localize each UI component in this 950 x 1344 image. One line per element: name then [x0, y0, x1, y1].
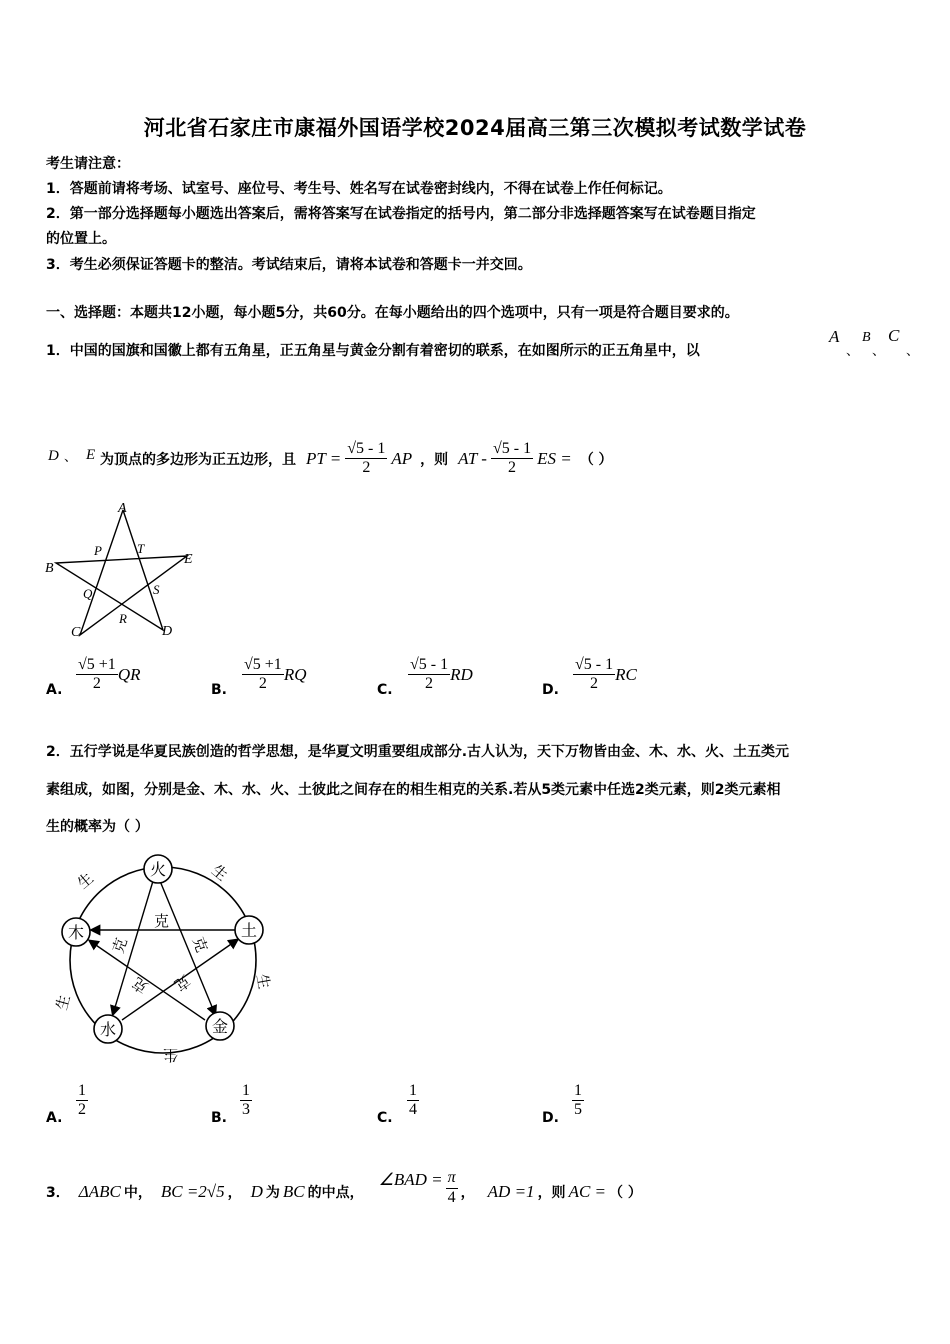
notice-item-1: 1．答题前请将考场、试室号、座位号、考生号、姓名写在试卷密封线内，不得在试卷上作任何标记。: [46, 181, 672, 197]
q2-option-b-num: 1: [240, 1082, 252, 1101]
sheng-label-4: 生: [162, 1046, 178, 1062]
q2-line-3: 生的概率为（ ）: [46, 819, 149, 835]
q2-option-d-letter[interactable]: D.: [542, 1110, 559, 1126]
q1-eq1-lhs: PT =: [306, 448, 342, 468]
sheng-label-3: 生: [252, 972, 272, 991]
q1-option-c-vec: RD: [450, 664, 473, 684]
q1-condition: [100, 440, 613, 478]
q1-eq2-frac: [491, 440, 533, 478]
q1-var-d: D: [48, 448, 59, 464]
q3-t6: ，则: [537, 1185, 566, 1201]
q3-triangle: ΔABC: [78, 1182, 121, 1201]
notice-heading: 考生请注意：: [46, 156, 130, 172]
q1-option-a[interactable]: [76, 656, 140, 694]
q1-option-d[interactable]: [573, 656, 637, 694]
q2-line-2: 素组成，如图，分别是金、木、水、火、土彼此之间存在的相生相克的关系.若从5类元素中任选2类元素，则2类元素相: [46, 782, 781, 798]
q1-text-c: ，则: [420, 451, 449, 468]
q1-option-a-vec: QR: [117, 664, 141, 684]
q1-eq1-rhs: AP: [391, 448, 413, 468]
q1-sep-4: 、: [64, 450, 78, 465]
notice-item-2-cont: 的位置上。: [46, 231, 116, 247]
q2-option-a-den: 2: [78, 1101, 86, 1119]
notice-item-2: 2．第一部分选择题每小题选出答案后，需将答案写在试卷指定的括号内，第二部分非选择题答案写在试卷题目指定: [46, 206, 756, 222]
svg-text:火: 火: [149, 862, 167, 879]
section-heading: 一、选择题：本题共12小题，每小题5分，共60分。在每小题给出的四个选项中，只有一项是符合题目要求的。: [46, 305, 739, 321]
element-wood: [62, 918, 90, 946]
q1-option-d-vec: RC: [615, 664, 637, 684]
q1-option-c[interactable]: [408, 656, 473, 694]
svg-text:木: 木: [67, 925, 85, 942]
element-water: [94, 1015, 122, 1043]
q2-option-b-den: 3: [242, 1101, 250, 1119]
q1-sep-1: 、: [846, 344, 860, 359]
q3-t5: ，: [460, 1185, 475, 1201]
q1-blank: （ ）: [579, 451, 613, 468]
q2-option-c[interactable]: [407, 1082, 419, 1120]
q1-eq2-lhs: AT -: [458, 448, 487, 468]
q1-option-d-den: 2: [590, 675, 599, 693]
q3-angle-frac: [446, 1169, 458, 1207]
q1-var-e: E: [86, 447, 96, 463]
q1-text-b: 为顶点的多边形为正五边形，且: [100, 451, 296, 468]
q2-option-d-num: 1: [572, 1082, 584, 1101]
fig1-label-t: T: [137, 541, 145, 556]
fig1-label-d: D: [162, 624, 173, 639]
q3-ad: AD =1: [487, 1182, 535, 1201]
fig1-label-q: Q: [83, 586, 93, 601]
ke-label-5: 克: [171, 971, 193, 993]
q1-option-a-letter[interactable]: A.: [46, 682, 63, 698]
wuxing-figure: [50, 848, 280, 1068]
q1-eq1-frac: [345, 440, 387, 478]
q1-var-a: A: [829, 327, 840, 346]
fig1-label-a: A: [118, 501, 127, 516]
q1-eq1-frac-num: √5 - 1: [345, 440, 387, 459]
sheng-label-1: 生: [75, 870, 97, 893]
q3-t4: 的中点，: [307, 1185, 364, 1201]
q1-eq2-rhs: ES =: [537, 448, 572, 468]
q1-option-d-letter[interactable]: D.: [542, 682, 559, 698]
q1-option-a-num: √5 +1: [76, 656, 118, 675]
q2-option-c-den: 4: [409, 1101, 417, 1119]
q3-angle: ∠BAD =: [378, 1170, 443, 1189]
ke-label-2: 克: [110, 936, 131, 956]
svg-text:土: 土: [240, 923, 258, 940]
q1-text-a: 1．中国的国旗和国徽上都有五角星，正五角星与黄金分割有着密切的联系，在如图所示的正五角星中，以: [46, 343, 700, 359]
ke-label-3: 克: [188, 935, 209, 955]
fig1-label-p: P: [94, 543, 102, 558]
q2-option-c-num: 1: [407, 1082, 419, 1101]
q2-line-1: 2．五行学说是华夏民族创造的哲学思想，是华夏文明重要组成部分.古人认为，天下万物皆由金、木、水、火、土五类元: [46, 744, 790, 760]
q2-option-a-num: 1: [76, 1082, 88, 1101]
q1-option-b-num: √5 +1: [242, 656, 284, 675]
q1-var-c: C: [888, 326, 900, 345]
element-earth: [235, 916, 263, 944]
fig1-label-r: R: [119, 611, 127, 626]
fig1-label-e: E: [184, 552, 193, 567]
q1-option-a-den: 2: [92, 675, 101, 693]
ke-label-1: 克: [154, 914, 170, 930]
q2-option-d-den: 5: [574, 1101, 582, 1119]
q3-num: 3．: [46, 1185, 70, 1201]
fig1-label-s: S: [153, 582, 160, 597]
q1-option-c-den: 2: [425, 675, 434, 693]
sheng-label-5: 生: [54, 993, 74, 1013]
q1-var-b: B: [862, 330, 871, 345]
q3-t3: 为: [265, 1185, 280, 1201]
q1-option-c-letter[interactable]: C.: [377, 682, 393, 698]
element-fire: [144, 855, 172, 883]
q1-option-b[interactable]: [242, 656, 306, 694]
q2-option-b[interactable]: [240, 1082, 252, 1120]
pentagram-figure: [40, 495, 210, 645]
fig1-label-b: B: [45, 561, 54, 576]
q2-option-c-letter[interactable]: C.: [377, 1110, 393, 1126]
q1-option-c-num: √5 - 1: [408, 656, 450, 675]
q2-option-d[interactable]: [572, 1082, 584, 1120]
q1-sep-3: 、: [906, 344, 920, 359]
q1-option-b-den: 2: [258, 675, 267, 693]
notice-item-3: 3．考生必须保证答题卡的整洁。考试结束后，请将本试卷和答题卡一并交回。: [46, 257, 532, 273]
fig1-label-c: C: [71, 625, 81, 640]
q2-option-a-letter[interactable]: A.: [46, 1110, 63, 1126]
q3-bc2: BC: [282, 1182, 305, 1201]
q3-text: [46, 1170, 642, 1214]
q1-option-d-num: √5 - 1: [573, 656, 615, 675]
sheng-label-2: 生: [208, 862, 230, 885]
q1-eq1-frac-den: 2: [362, 459, 371, 477]
q3-blank: （ ）: [609, 1185, 642, 1201]
q3-bc: BC =2√5: [160, 1182, 225, 1201]
q1-option-b-letter[interactable]: B.: [211, 682, 227, 698]
q3-pi: π: [446, 1169, 458, 1188]
ke-label-4: 克: [130, 973, 152, 996]
q3-t2: ，: [227, 1185, 242, 1201]
q1-sep-2: 、: [872, 344, 886, 359]
q3-t1: 中，: [123, 1185, 152, 1201]
q1-eq2-frac-num: √5 - 1: [491, 440, 533, 459]
q3-four: 4: [447, 1188, 456, 1206]
q3-ac: AC =: [568, 1182, 607, 1201]
q1-eq2-frac-den: 2: [508, 459, 517, 477]
svg-text:金: 金: [211, 1019, 229, 1036]
q2-option-b-letter[interactable]: B.: [211, 1110, 227, 1126]
q3-d: D: [250, 1182, 263, 1201]
q2-option-a[interactable]: [76, 1082, 88, 1120]
svg-text:水: 水: [99, 1022, 117, 1039]
page-title: 河北省石家庄市康福外国语学校2024届高三第三次模拟考试数学试卷: [143, 116, 807, 140]
element-metal: [206, 1012, 234, 1040]
q1-option-b-vec: RQ: [283, 664, 307, 684]
